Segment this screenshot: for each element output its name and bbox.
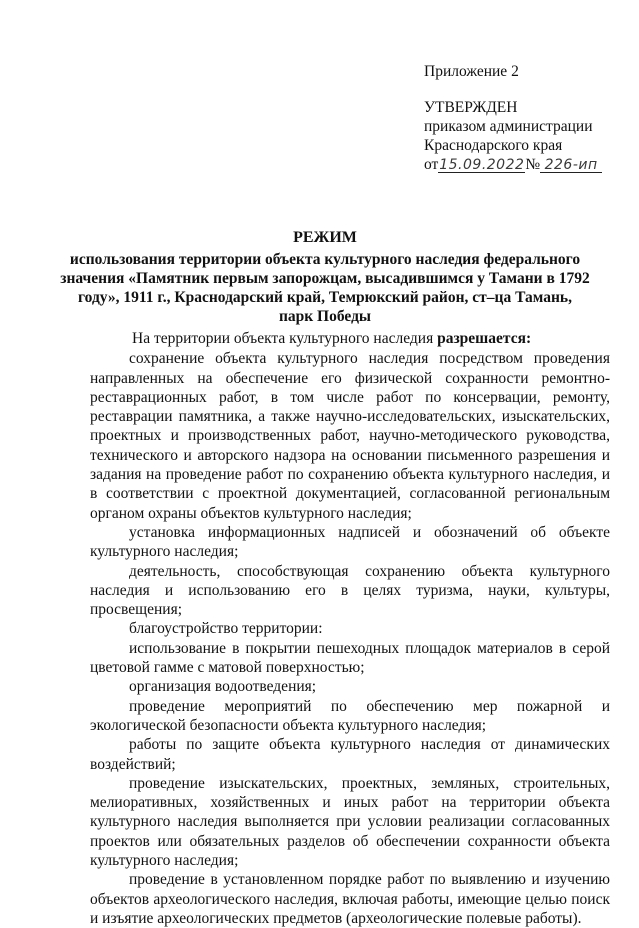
document-heading: РЕЖИМ <box>293 229 357 246</box>
appendix-label: Приложение 2 <box>424 63 519 80</box>
list-item: работы по защите объекта культурного наследия от динамических воздействий; <box>90 736 610 773</box>
document-subtitle: использования территории объекта культурного наследия федерального значения «Памятник первым запорожцам, высадившимся у Тамани в 1792 году», 1911 г., Краснодарский край, Темрюкский район, ст–ца Тамань, парк Победы <box>60 251 590 325</box>
intro-paragraph <box>90 329 610 348</box>
intro-bold-text: разрешается: <box>437 330 532 347</box>
list-item: использование в покрытии пешеходных площадок материалов в серой цветовой гамме с матовой поверхностью; <box>90 639 610 677</box>
approval-line-2: Краснодарского края <box>424 137 563 154</box>
approval-block <box>424 62 629 174</box>
list-item: деятельность, способствующая сохранению объекта культурного наследия и использованию его в целях туризма, науки, культуры, просвещения; <box>90 562 610 619</box>
order-date-handwritten: 15.09.2022 <box>439 157 525 173</box>
list-item: проведение мероприятий по обеспечению мер пожарной и экологической безопасности объекта культурного наследия; <box>90 697 610 734</box>
approved-heading: УТВЕРЖДЕН <box>424 99 518 116</box>
list-item: проведение изыскательских, проектных, земляных, строительных, мелиоративных, хозяйственных и иных работ на территории объекта культурного наследия выполняется при условии реализации согласованных проектов или обязательных разделов об обеспечении сохранности объекта культурного наследия; <box>90 774 610 870</box>
list-item: сохранение объекта культурного наследия посредством проведения направленных на обеспечение его физической сохранности ремонтно-реставрационных работ, в том числе работ по консервации, ремонту, реставрации памятника, а также научно-исследовательских, изыскательских, проектных и производственных работ, научно-методического руководства, технического и авторского надзора на основании письменного разрешения и задания на проведение работ по сохранению объекта культурного наследия, и в соответствии с проектной документацией, согласованной региональным органом охраны объектов культурного наследия; <box>90 350 610 522</box>
approval-line-1: приказом администрации <box>424 118 593 135</box>
order-number-sign: № <box>525 156 541 173</box>
order-line <box>424 155 629 174</box>
title-block <box>60 228 590 326</box>
order-number-handwritten: 226-ип <box>540 158 602 173</box>
body-text <box>90 329 610 928</box>
order-prefix: от <box>424 156 439 173</box>
list-item: установка информационных надписей и обозначений об объекте культурного наследия; <box>90 523 610 561</box>
list-item: благоустройство территории: <box>129 620 323 638</box>
list-item: проведение в установленном порядке работ по выявлению и изучению объектов археологического наследия, включая работы, имеющие целью поиск и изъятие археологических предметов (археологические полевые работы). <box>90 871 610 927</box>
list-item: организация водоотведения; <box>129 678 317 696</box>
intro-text: На территории объекта культурного наследия <box>132 330 438 347</box>
